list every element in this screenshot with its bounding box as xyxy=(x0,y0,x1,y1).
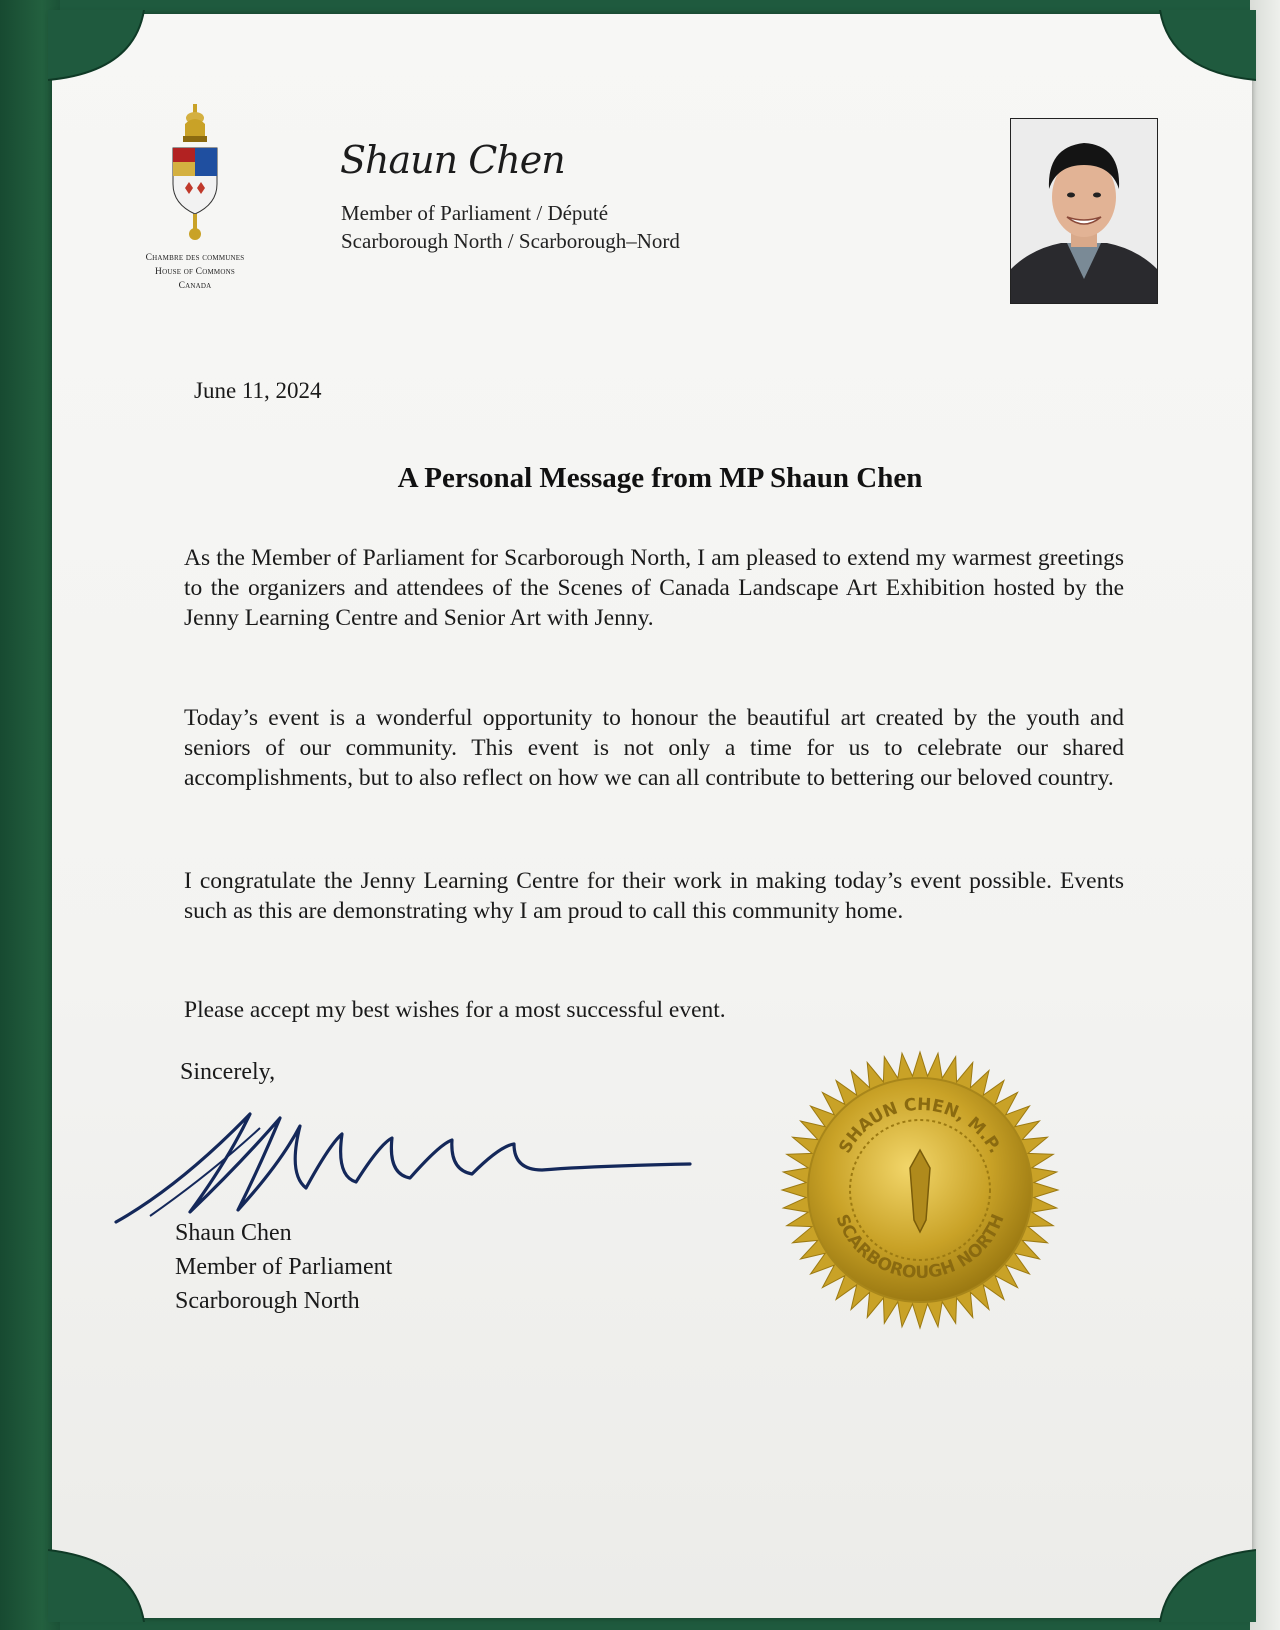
signer-name: Shaun Chen xyxy=(175,1220,292,1246)
letter-title: A Personal Message from MP Shaun Chen xyxy=(397,462,923,494)
letter-date: June 11, 2024 xyxy=(194,378,322,403)
coat-of-arms-icon xyxy=(165,104,225,244)
seal-icon xyxy=(780,1050,1060,1330)
house-of-commons-crest xyxy=(120,104,270,291)
letter-paragraph: Please accept my best wishes for a most successful event. xyxy=(184,997,726,1023)
signer-riding: Scarborough North xyxy=(175,1288,360,1314)
signer-title: Member of Parliament xyxy=(175,1254,393,1280)
portrait-icon xyxy=(1011,119,1157,303)
signature-icon xyxy=(110,1104,700,1234)
folder-corner-bottom-right xyxy=(1136,1502,1256,1622)
handwritten-signature xyxy=(110,1104,700,1239)
crest-caption-english: House of Commons xyxy=(155,267,235,277)
letterhead-title: Member of Parliament / Député xyxy=(341,201,609,225)
folder-left-edge xyxy=(0,0,60,1630)
letter-paragraph: As the Member of Parliament for Scarborough North, I am pleased to extend my warmest greetings to the organizers and attendees of the Scenes of Canada Landscape Art Exhibition hosted by the Jenny Learning Centre and Senior Art with Jenny. xyxy=(184,545,1124,631)
letter-closing: Sincerely, xyxy=(180,1059,276,1085)
mp-portrait-photo xyxy=(1010,118,1158,304)
folder-corner-bottom-left xyxy=(48,1502,168,1622)
seal-bottom-text: SCARBOROUGH NORTH xyxy=(831,1211,1009,1284)
seal-top-text: SHAUN CHEN, M.P. xyxy=(835,1094,1005,1157)
background-shelf xyxy=(1250,0,1280,1630)
letterhead-name-script: Shaun Chen xyxy=(340,138,565,182)
gold-embossed-seal xyxy=(780,1050,1060,1335)
crest-caption-french: Chambre des communes xyxy=(145,253,245,263)
letter-paragraph: I congratulate the Jenny Learning Centre for their work in making today’s event possible. Events such as this are demonstrating why I am proud to call this community home. xyxy=(184,868,1124,924)
letterhead-riding: Scarborough North / Scarborough–Nord xyxy=(341,229,680,253)
crest-caption-country: Canada xyxy=(178,281,212,291)
folder-corner-top-right xyxy=(1136,10,1256,130)
letter-paragraph: Today’s event is a wonderful opportunity to honour the beautiful art created by the youth and seniors of our community. This event is not only a time for us to celebrate our shared accomplishments, but to also reflect on how we can all contribute to bettering our beloved country. xyxy=(184,705,1124,791)
